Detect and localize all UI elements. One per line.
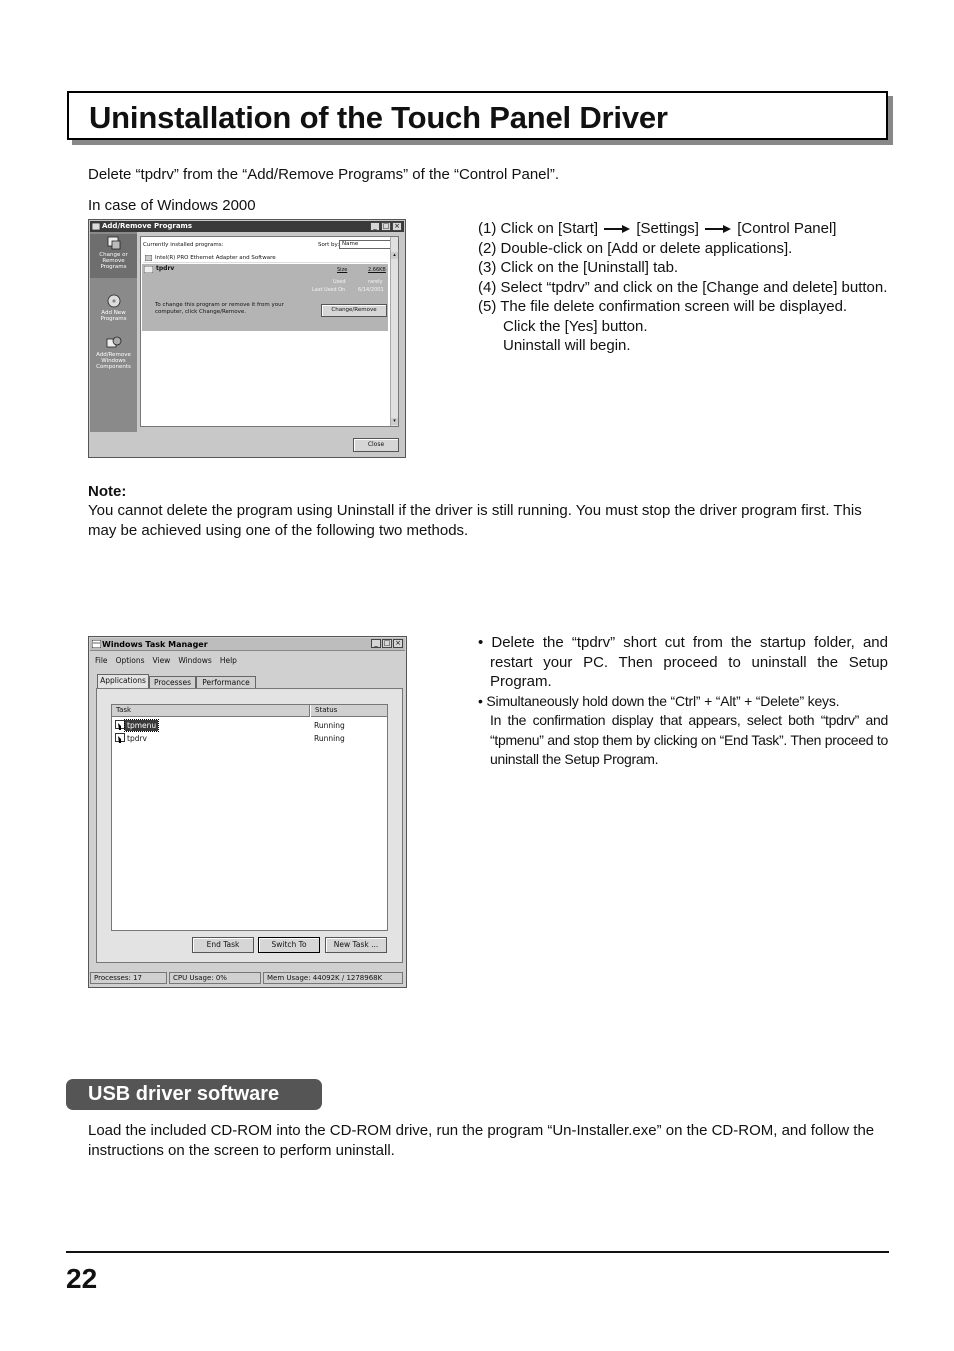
switch-to-button[interactable]: Switch To	[258, 937, 320, 953]
minimize-icon[interactable]: _	[370, 222, 380, 231]
program-name-tpdrv: tpdrv	[156, 265, 175, 272]
menu-file[interactable]: File	[95, 656, 108, 665]
menu-view[interactable]: View	[152, 656, 171, 665]
step-2: (2) Double-click on [Add or delete applications].	[478, 239, 793, 257]
footer-divider	[66, 1251, 889, 1253]
step-5-begin: Uninstall will begin.	[503, 337, 631, 354]
sidebar-label-windows-components: Add/Remove Windows Components	[96, 352, 131, 370]
note-label: Note:	[88, 483, 127, 500]
installed-programs-label: Currently installed programs:	[143, 242, 224, 248]
sort-by-label: Sort by:	[318, 242, 340, 248]
methods-list	[478, 633, 888, 770]
scroll-down-icon[interactable]: ▾	[391, 418, 398, 425]
page-title-box	[67, 91, 888, 140]
tab-applications[interactable]: Applications	[97, 674, 149, 688]
step-4: (4) Select “tpdrv” and click on the [Change and delete] button.	[478, 278, 888, 296]
status-mem: Mem Usage: 44092K / 1278968K	[263, 972, 403, 984]
method-end-task	[478, 711, 888, 770]
page-title: Uninstallation of the Touch Panel Driver	[89, 100, 668, 135]
task-status: Running	[314, 721, 345, 730]
tab-performance[interactable]: Performance	[196, 676, 256, 688]
add-remove-programs-window	[88, 219, 406, 458]
last-used-label: Last Used On	[312, 287, 346, 293]
program-row-intel[interactable]	[143, 253, 388, 263]
program-icon	[145, 255, 152, 261]
add-remove-title: Add/Remove Programs	[102, 222, 193, 230]
close-icon[interactable]: ×	[392, 222, 402, 231]
program-name-intel: Intel(R) PRO Ethernet Adapter and Software	[155, 255, 276, 261]
step-1-part-c: [Control Panel]	[733, 220, 837, 237]
minimize-icon[interactable]: _	[371, 639, 381, 648]
column-header-task[interactable]: Task	[112, 705, 310, 717]
task-row[interactable]	[114, 720, 384, 732]
method-ctrl-alt-delete: • Simultaneously hold down the “Ctrl” + “Alt” + “Delete” keys.	[478, 692, 840, 709]
program-icon	[115, 720, 125, 731]
arrow-right-icon	[604, 225, 630, 233]
task-manager-icon	[92, 640, 101, 648]
page-number: 22	[66, 1263, 98, 1294]
step-5: (5) The file delete confirmation screen will be displayed.	[478, 298, 848, 315]
status-cpu: CPU Usage: 0%	[169, 972, 261, 984]
column-header-status[interactable]: Status	[311, 705, 387, 717]
step-1-part-b: [Settings]	[632, 220, 704, 237]
menu-options[interactable]: Options	[115, 656, 145, 665]
task-row[interactable]	[114, 733, 384, 745]
arrow-right-icon	[705, 225, 731, 233]
last-used-value: 6/14/2001	[358, 287, 384, 293]
task-manager-title: Windows Task Manager	[102, 640, 208, 649]
used-value: rarely	[368, 279, 383, 285]
task-manager-window	[88, 636, 407, 988]
note-text: You cannot delete the program using Uninstall if the driver is still running. You must stop the driver program first. This may be achieved using one of the following two methods.	[88, 502, 862, 539]
step-5-yes: Click the [Yes] button.	[503, 317, 648, 335]
step-1	[478, 219, 888, 239]
method-end-task-text: In the confirmation display that appears, select both “tpdrv” and “tpmenu” and stop them by clicking on “End Task”. Then proceed to uninstall the Setup Program.	[490, 712, 888, 767]
app-icon	[92, 223, 100, 230]
add-remove-sidebar	[90, 232, 137, 432]
usb-section-heading: USB driver software	[66, 1079, 322, 1110]
change-remove-button[interactable]: Change/Remove	[321, 304, 387, 317]
sidebar-label-change-remove: Change or Remove Programs	[99, 252, 128, 270]
used-label: Used	[333, 279, 346, 285]
program-row-tpdrv-selected[interactable]	[142, 264, 388, 331]
program-list-panel	[140, 236, 399, 427]
size-label: Size	[337, 267, 348, 273]
menu-bar	[95, 656, 237, 665]
sidebar-item-change-remove[interactable]	[90, 234, 137, 278]
task-name: tpdrv	[127, 734, 147, 743]
windows-case-label: In case of Windows 2000	[88, 197, 256, 214]
change-remove-help: To change this program or remove it from your computer, click Change/Remove.	[155, 302, 284, 315]
sort-by-value: Name	[342, 241, 359, 247]
scrollbar[interactable]	[390, 237, 398, 426]
menu-help[interactable]: Help	[219, 656, 237, 665]
task-manager-titlebar	[90, 638, 405, 651]
task-list	[111, 704, 388, 931]
cd-icon	[106, 294, 122, 308]
step-1-part-a: (1) Click on [Start]	[478, 220, 603, 237]
add-remove-titlebar	[90, 221, 404, 232]
status-bar	[89, 972, 406, 985]
applications-panel	[96, 688, 403, 963]
sidebar-label-add-new: Add New Programs	[100, 310, 127, 322]
change-remove-programs-icon	[106, 236, 122, 250]
menu-windows[interactable]: Windows	[178, 656, 212, 665]
maximize-icon[interactable]: □	[383, 639, 391, 647]
program-icon	[115, 733, 125, 744]
maximize-icon[interactable]: □	[382, 222, 390, 230]
task-name: tpmenu	[127, 721, 157, 730]
close-icon[interactable]: ×	[393, 639, 403, 648]
method-startup: • Delete the “tpdrv” short cut from the startup folder, and restart your PC. Then proceed to uninstall the Setup Program.	[478, 634, 888, 690]
windows-components-icon	[106, 336, 122, 350]
task-status: Running	[314, 734, 345, 743]
size-value: 2.66KB	[368, 267, 386, 273]
sidebar-item-add-new[interactable]	[90, 294, 137, 322]
tab-processes[interactable]: Processes	[149, 676, 196, 688]
close-button[interactable]: Close	[353, 438, 399, 452]
intro-text: Delete “tpdrv” from the “Add/Remove Programs” of the “Control Panel”.	[88, 166, 560, 183]
step-3: (3) Click on the [Uninstall] tab.	[478, 259, 679, 276]
new-task-button[interactable]: New Task ...	[325, 937, 387, 953]
program-icon	[144, 266, 153, 273]
status-processes: Processes: 17	[90, 972, 167, 984]
steps-list	[478, 219, 888, 356]
sidebar-item-windows-components[interactable]	[90, 336, 137, 370]
scroll-up-icon[interactable]: ▴	[391, 252, 398, 259]
usb-text: Load the included CD-ROM into the CD-ROM drive, run the program “Un-Installer.exe” on the CD-ROM, and follow the instructions on the screen to perform uninstall.	[88, 1122, 875, 1159]
end-task-button[interactable]: End Task	[192, 937, 254, 953]
